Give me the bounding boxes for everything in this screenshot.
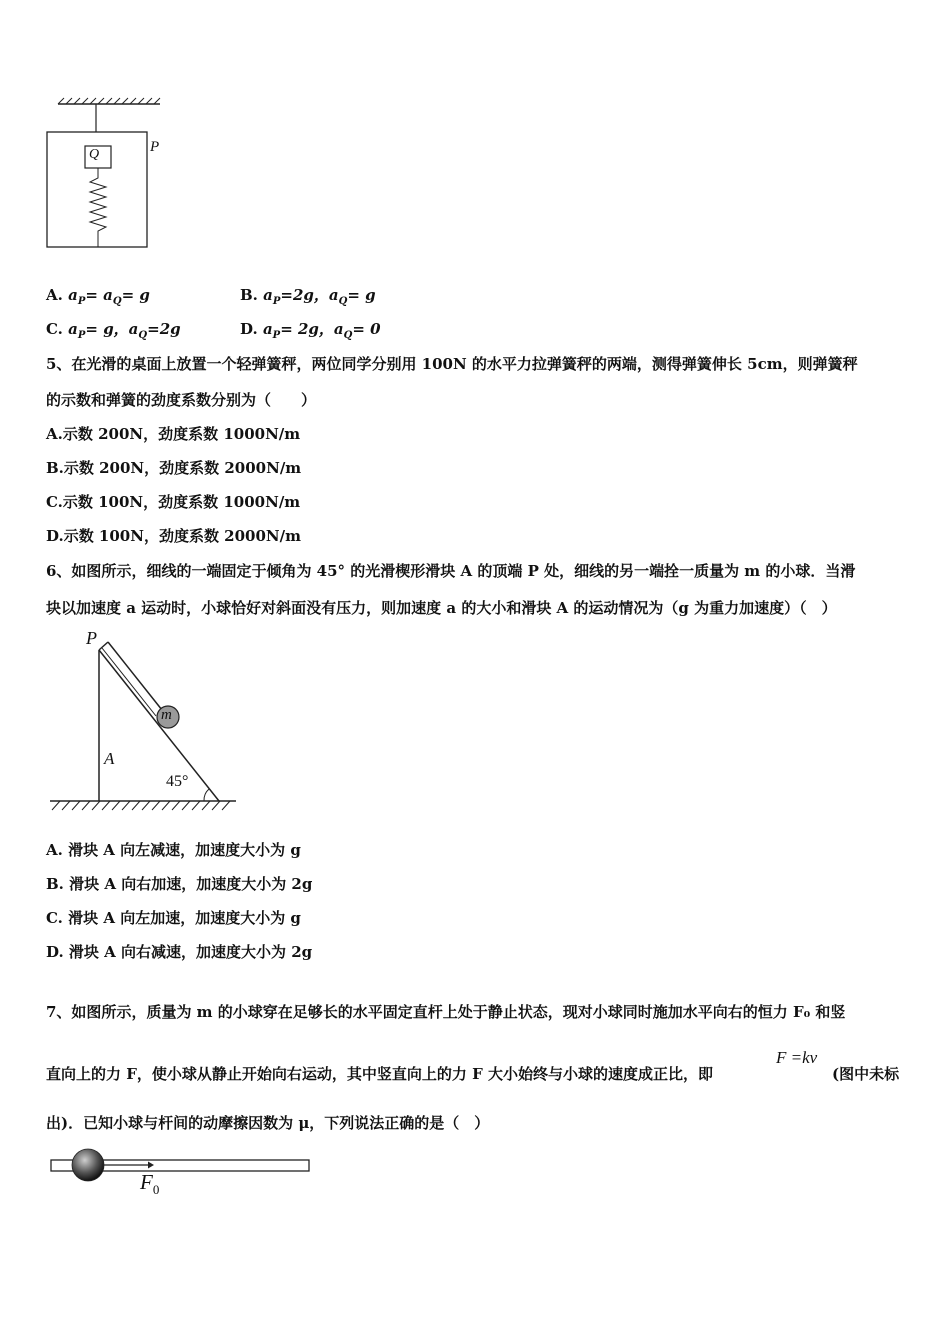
q6-angle-label: 45° [166, 773, 189, 790]
q4-option-d-letter: D. [240, 320, 258, 338]
q6-option-c[interactable]: C. 滑块 A 向左加速，加速度大小为 g [46, 909, 301, 927]
q4-option-b-expr: $a_P=2g$，$a_Q= g$ [263, 286, 376, 307]
q4-figure [40, 92, 180, 262]
q5-stem-line1: 5、在光滑的桌面上放置一个轻弹簧秤，两位同学分别用 100N 的水平力拉弹簧秤的两端，测得弹簧伸长 5cm，则弹簧秤 [46, 355, 858, 373]
q5-option-a[interactable]: A.示数 200N，劲度系数 1000N/m [46, 425, 301, 443]
q4-option-d[interactable] [240, 319, 381, 346]
q5-option-c[interactable]: C.示数 100N，劲度系数 1000N/m [46, 493, 301, 511]
q7-stem-line2a: 直向上的力 F，使小球从静止开始向右运动，其中竖直向上的力 F 大小始终与小球的速度成正比，即 [46, 1065, 713, 1083]
q4-option-a-letter: A. [46, 286, 63, 304]
q7-stem-line2b: (图中未标 [832, 1065, 900, 1083]
q6-stem-line1: 6、如图所示，细线的一端固定于倾角为 45° 的光滑楔形滑块 A 的顶端 P 处，细线的另一端拴一质量为 m 的小球．当滑 [46, 562, 856, 580]
q6-point-p-label: P [86, 628, 97, 648]
q7-force-label: $F_0$ [140, 1170, 160, 1198]
q7-rod-figure [46, 1148, 316, 1200]
q4-option-a[interactable] [46, 285, 150, 312]
q6-stem-line2: 块以加速度 a 运动时，小球恰好对斜面没有压力，则加速度 a 的大小和滑块 A 的运动情况为（g 为重力加速度）（ ） [46, 599, 837, 617]
q6-wedge-figure [44, 628, 244, 818]
q6-option-b[interactable]: B. 滑块 A 向右加速，加速度大小为 2g [46, 875, 313, 893]
q6-ball-label: m [161, 707, 172, 723]
q7-stem-line1: 7、如图所示，质量为 m 的小球穿在足够长的水平固定直杆上处于静止状态，现对小球同时施加水平向右的恒力 F₀ 和竖 [46, 1003, 846, 1021]
q6-option-d[interactable]: D. 滑块 A 向右减速，加速度大小为 2g [46, 943, 313, 961]
q4-option-c-letter: C. [46, 320, 63, 338]
q4-option-c[interactable] [46, 319, 181, 346]
q4-option-b-letter: B. [240, 286, 258, 304]
q5-stem-line2: 的示数和弹簧的劲度系数分别为（ ） [46, 391, 317, 409]
q4-block-label: Q [89, 147, 100, 162]
q6-option-a[interactable]: A. 滑块 A 向左减速，加速度大小为 g [46, 841, 301, 859]
q5-option-d[interactable]: D.示数 100N，劲度系数 2000N/m [46, 527, 301, 545]
q4-option-d-expr: $a_P= 2g$，$a_Q= 0$ [262, 320, 381, 341]
q6-wedge-label: A [104, 749, 115, 768]
q4-option-a-expr: $a_P= a_Q= g$ [68, 286, 150, 307]
q4-option-c-expr: $a_P= g$，$a_Q=2g$ [68, 320, 181, 341]
q4-option-b[interactable] [240, 285, 376, 312]
q7-formula: F =kv [776, 1048, 818, 1067]
q7-stem-line3: 出)．已知小球与杆间的动摩擦因数为 μ，下列说法正确的是（ ） [46, 1114, 490, 1132]
q4-box-label: P [150, 139, 160, 155]
q5-option-b[interactable]: B.示数 200N，劲度系数 2000N/m [46, 459, 302, 477]
